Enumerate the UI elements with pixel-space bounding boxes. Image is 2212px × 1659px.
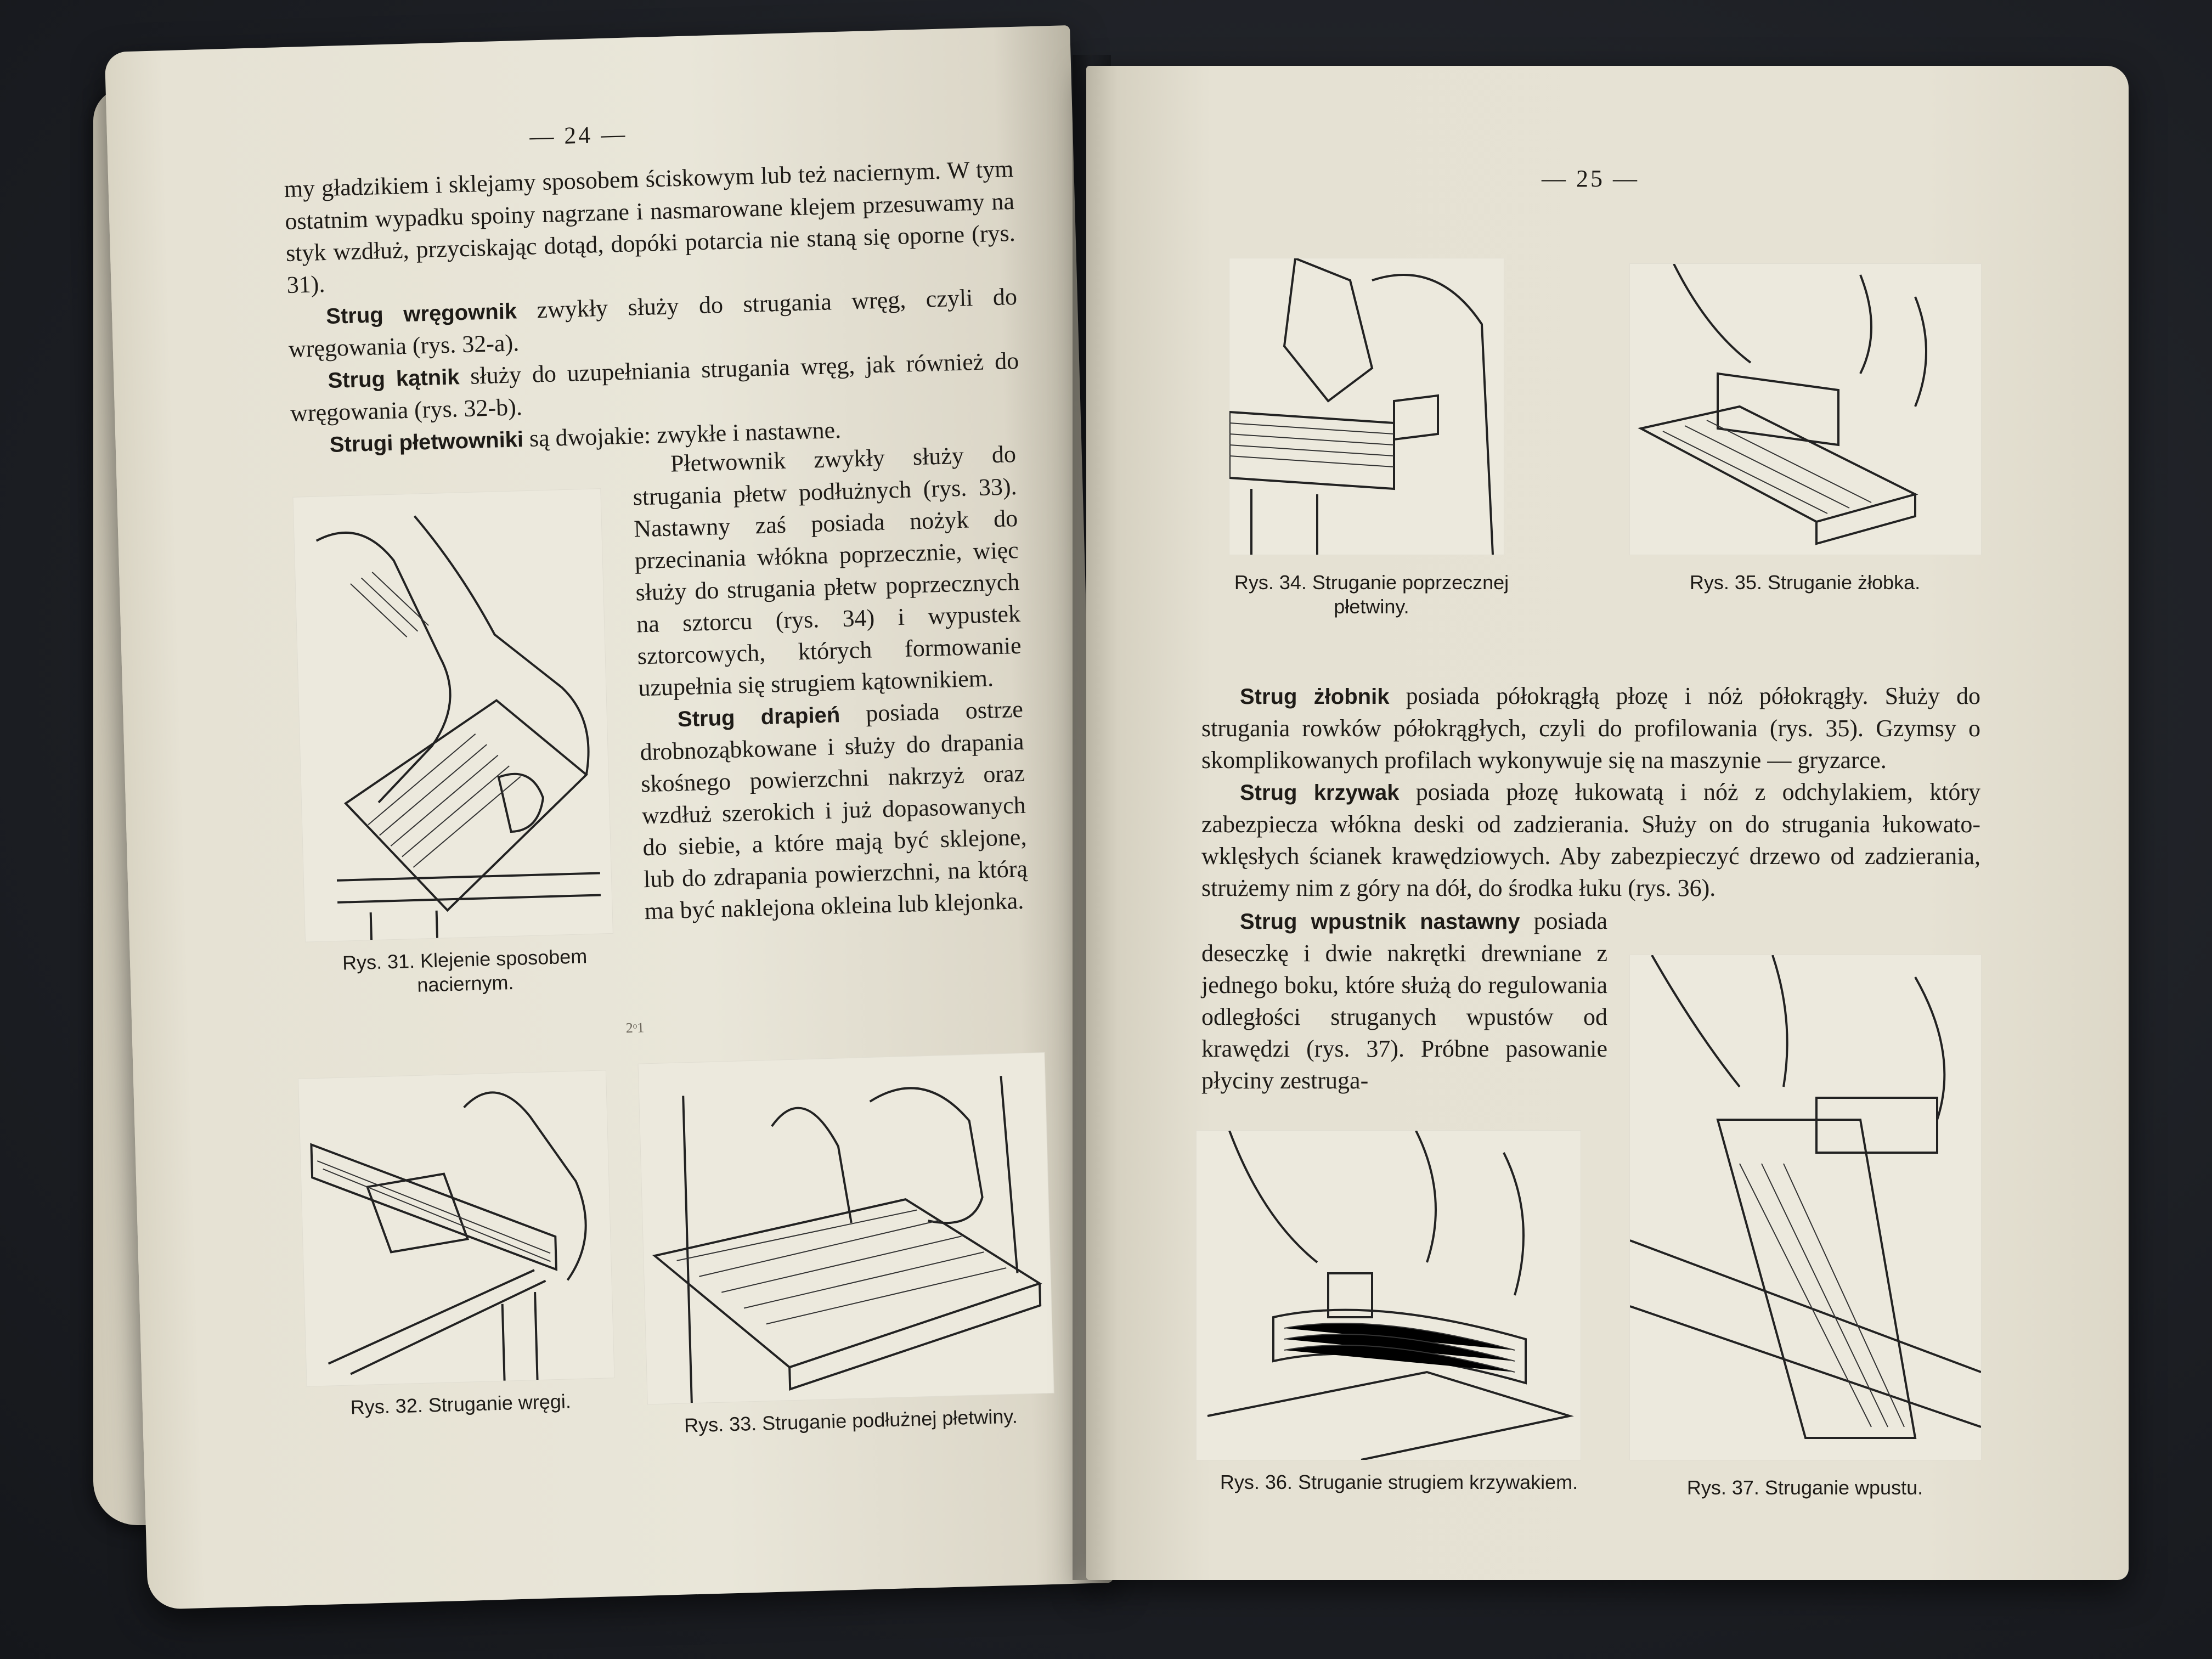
paragraph: Strug wpustnik nastawny posiada deseczkę i dwie nakrętki drewniane z jednego boku, które służą do regulowania odległości struganych wpustów od krawędzi (rys. 37). Próbne pasowanie płyciny zestruga- xyxy=(1201,907,1607,1094)
figure-37-caption: Rys. 37. Struganie wpustu. xyxy=(1686,1476,1923,1499)
figure-34-caption: Rys. 34. Struganie poprzecznej płetwiny. xyxy=(1234,571,1509,618)
pencil-mark: 2ᵒ1 xyxy=(625,1019,645,1036)
paragraph: Strug kątnik służy do uzupełniania strugania wręg, jak również do wręgowania (rys. 32-b). xyxy=(290,347,1019,427)
paragraphs-column xyxy=(1201,905,1607,1097)
figure-37-illustration xyxy=(1629,955,1982,1460)
figure-36-illustration xyxy=(1196,1130,1581,1460)
paragraph: Strug żłobnik posiada półokrągłą płozę i nóż półokrągły. Służy do strugania rowków półokrągłych, czyli do profilowania (rys. 35). Gzymsy o skomplikowanych profilach wykonywuje się na maszynie — gryzarce. xyxy=(1201,682,1980,774)
figure-32-illustration xyxy=(298,1070,614,1386)
paragraphs-column xyxy=(631,438,1029,927)
figure-31-illustration xyxy=(292,488,613,942)
figure-34-illustration xyxy=(1229,258,1504,555)
paragraph: my gładzikiem i sklejamy sposobem ściskowym lub też naciernym. W tym ostatnim wypadku spoiny nagrzane i nasmarowane klejem przesuwamy na styk wzdłuż, przyciskając dotąd, dopóki potarcia nie staną się oporne (rys. 31). xyxy=(284,155,1016,299)
figure-32-caption: Rys. 32. Struganie wręgi. xyxy=(350,1390,572,1419)
paragraph: Strug drapień posiada ostrze drobnoząbkowane i służy do drapania skośnego powierzchni nakrzyż oraz wzdłuż szerokich i już dopasowanych do siebie, a które mają być sklejone, lub do zdrapania powierzchni, na którą ma być naklejona okleina lub klejonka. xyxy=(640,695,1028,925)
paragraph: Strug krzywak posiada płozę łukowatą i nóż z odchylakiem, który zabezpiecza włókna deski od zadzierania. Służy on do strugania łukowato-wklęsłych ścianek krawędziowych. Aby zabezpieczyć drzewo od zadzierania, strużemy nim z góry na dół, do środka łuku (rys. 36). xyxy=(1201,778,1980,901)
paragraphs-top xyxy=(284,153,1021,462)
right-page xyxy=(1086,66,2129,1580)
figure-31-caption: Rys. 31. Klejenie sposobem naciernym. xyxy=(342,945,588,996)
paragraph: Strugi płetwowniki są dwojakie: zwykłe i nastawne. xyxy=(329,416,842,457)
paragraphs-full xyxy=(1201,680,1980,904)
page-number: — 25 — xyxy=(1542,165,1639,192)
paragraph: Płetwownik zwykły służy do strugania płetw podłużnych (rys. 33). Nastawny zaś posiada nożyk do przecinania włókna poprzecznie, więc służy do strugania płetw poprzecznych na sztorcu (rys. 34) i wypustek sztorcowych, których formowanie uzupełnia się strugiem kątownikiem. xyxy=(633,441,1022,702)
figure-33-illustration xyxy=(638,1052,1054,1404)
figure-33-caption: Rys. 33. Struganie podłużnej płetwiny. xyxy=(684,1404,1018,1437)
figure-36-caption: Rys. 36. Struganie strugiem krzywakiem. xyxy=(1220,1471,1578,1493)
figure-35-illustration xyxy=(1629,263,1982,555)
paragraph: Strug wręgownik zwykły służy do strugania wręg, czyli do wręgowania (rys. 32-a). xyxy=(288,283,1018,363)
page-number: — 24 — xyxy=(529,120,628,150)
figure-35-caption: Rys. 35. Struganie żłobka. xyxy=(1689,571,1921,594)
left-page xyxy=(105,25,1114,1610)
